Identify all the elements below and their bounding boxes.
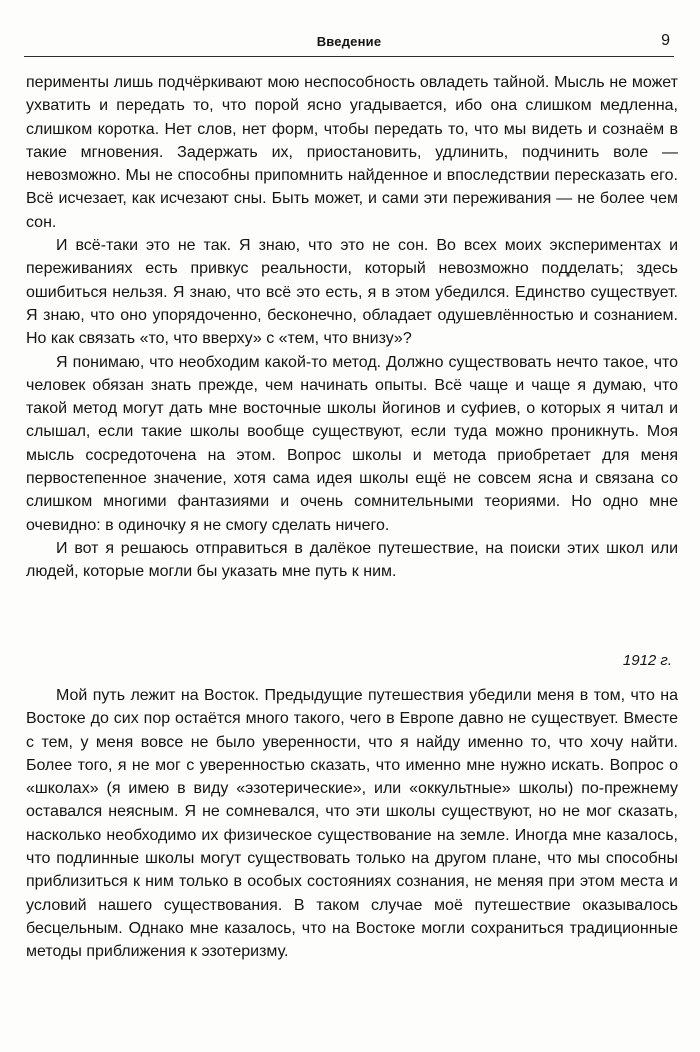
- paragraph: И всё-таки это не так. Я знаю, что это не сон. Во всех моих экспериментах и переживаниях есть привкус реальности, который невозможно подделать; здесь ошибиться нельзя. Я знаю, что всё это есть, я в этом убедился. Единство существует. Я знаю, что оно упорядоченно, бесконечно, обладает одушевлённостью и сознанием. Но как связать «то, что вверху» с «тем, что внизу»?: [26, 237, 678, 348]
- paragraph: И вот я решаюсь отправиться в далёкое путешествие, на поиски этих школ или людей, которые могли бы указать мне путь к ним.: [26, 539, 678, 581]
- paragraph: Я понимаю, что необходим какой-то метод. Должно существовать нечто такое, что человек обязан знать прежде, чем начинать опыты. Всё чаще и чаще я думаю, что такой метод могут дать мне восточные школы йогинов и суфиев, о которых я читал и слышал, если такие школы вообще существуют, если туда можно проникнуть. Моя мысль сосредоточена на этом. Вопрос школы и метода приобретает для меня первостепенное значение, хотя сама идея школы ещё не совсем ясна и связана со слишком многими фантазиями и очень сомнительными теориями. Но одно мне очевидно: в одиночку я не смогу сделать ничего.: [26, 353, 678, 534]
- running-title: Введение: [316, 34, 382, 49]
- text-section-1: [26, 71, 678, 584]
- running-header: [24, 34, 674, 57]
- text-section-2: [26, 684, 678, 964]
- date-line: 1912 г.: [622, 652, 672, 669]
- paragraph: Мой путь лежит на Восток. Предыдущие путешествия убедили меня в том, что на Востоке до сих пор остаётся много такого, чего в Европе давно не существует. Вместе с тем, у меня вовсе не было уверенности, что я найду именно то, что хочу найти. Более того, я не мог с уверенностью сказать, что именно мне нужно искать. Вопрос о «школах» (я имею в виду «эзотерические», или «оккультные» школы) по-прежнему оставался неясным. Я не сомневался, что эти школы существуют, но не мог сказать, насколько необходимо их физическое существование на земле. Иногда мне казалось, что подлинные школы могут существовать только на другом плане, что мы способны приблизиться к ним только в особых состояниях сознания, не меняя при этом места и условий нашего существования. В таком случае моё путешествие оказывалось бесцельным. Однако мне казалось, что на Востоке могли сохраниться традиционные методы приближения к эзотеризму.: [26, 687, 678, 961]
- page-number: 9: [661, 32, 670, 49]
- paragraph: перименты лишь подчёркивают мою неспособность овладеть тайной. Мысль не может ухватить и передать то, что порой ясно угадывается, ибо она слишком медленна, слишком коротка. Нет слов, нет форм, чтобы передать то, что мы видеть и сознаём в такие мгновения. Задержать их, приостановить, удлинить, подчинить воле — невозможно. Мы не способны припомнить найденное и впоследствии пересказать его. Всё исчезает, как исчезают сны. Быть может, и сами эти переживания — не более чем сон.: [26, 74, 678, 231]
